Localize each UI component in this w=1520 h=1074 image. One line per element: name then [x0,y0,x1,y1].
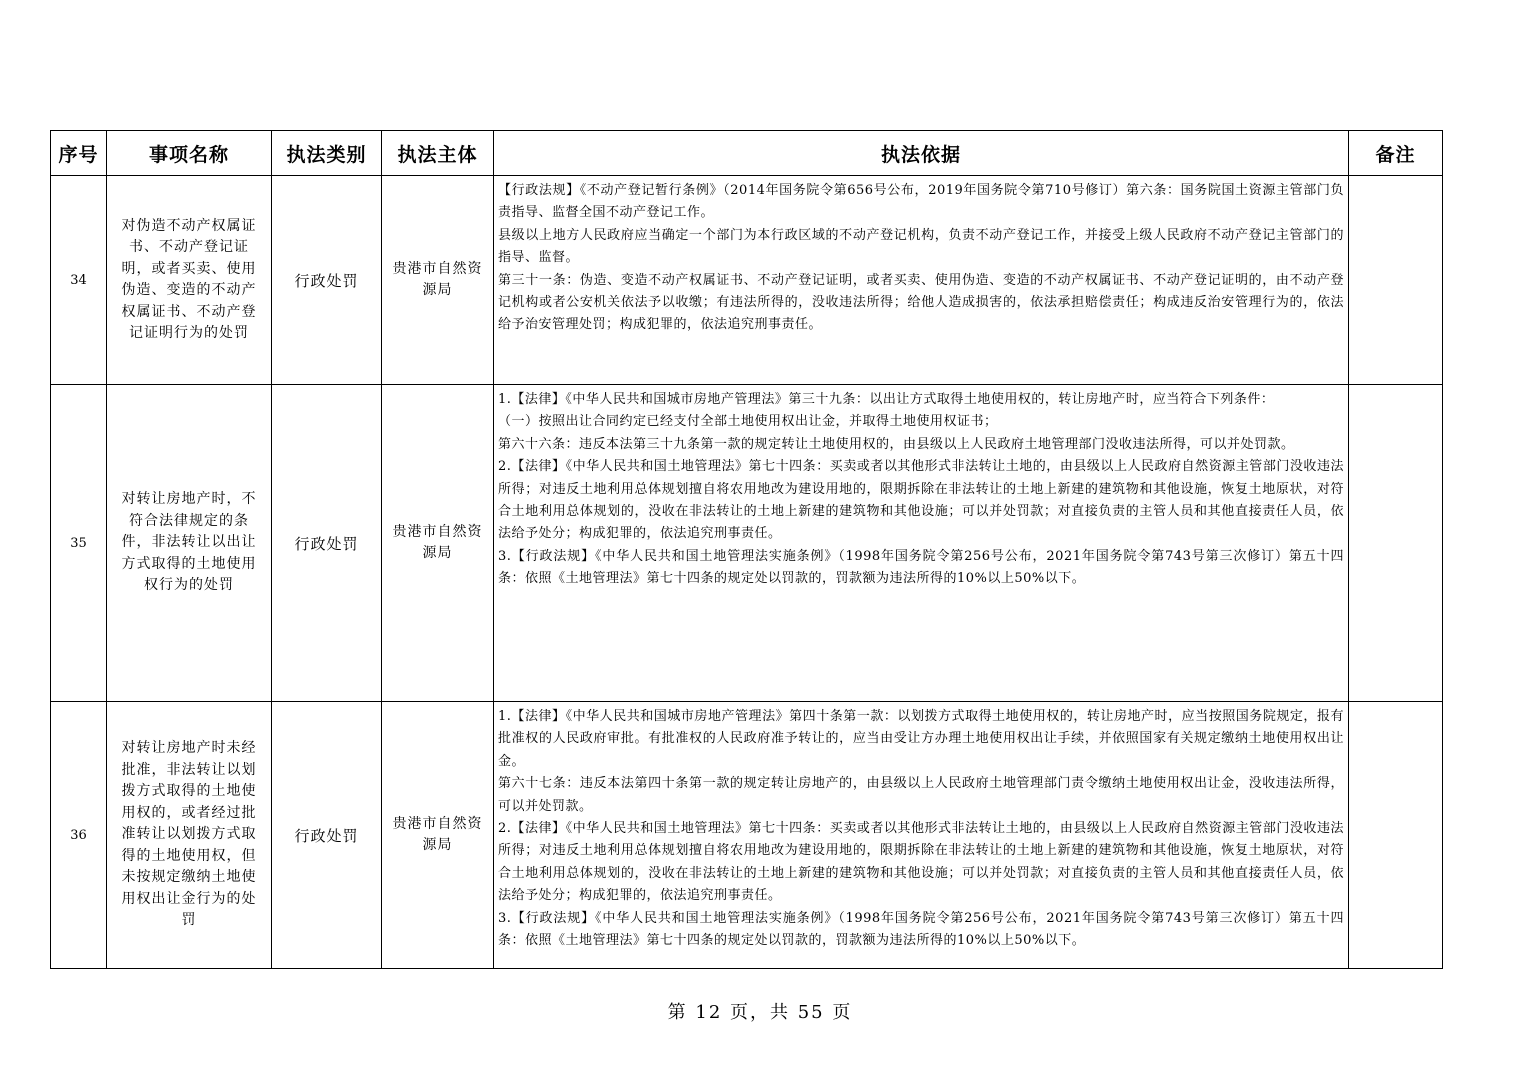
basis-paragraph: 1.【法律】《中华人民共和国城市房地产管理法》第三十九条：以出让方式取得土地使用权的，转让房地产时，应当符合下列条件： [498,392,1275,407]
row-basis [494,702,1349,969]
header-category: 执法类别 [272,131,382,176]
row-item-name: 对伪造不动产权属证书、不动产登记证明，或者买卖、使用伪造、变造的不动产权属证书、不动产登记证明行为的处罚 [107,176,272,385]
basis-paragraph: 2.【法律】《中华人民共和国土地管理法》第七十四条：买卖或者以其他形式非法转让土地的，由县级以上人民政府自然资源主管部门没收违法所得；对违反土地利用总体规划擅自将农用地改为建设用地的，限期拆除在非法转让的土地上新建的建筑物和其他设施，恢复土地原状，对符合土地利用总体规划的，没收在非法转让的土地上新建的建筑物和其他设施；可以并处罚款；对直接负责的主管人员和其他直接责任人员，依法给予处分；构成犯罪的，依法追究刑事责任。 [498,821,1344,904]
basis-paragraph: 【行政法规】《不动产登记暂行条例》（2014年国务院令第656号公布，2019年国务院令第710号修订）第六条：国务院国土资源主管部门负责指导、监督全国不动产登记工作。 [498,183,1344,221]
basis-paragraph: 第三十一条：伪造、变造不动产权属证书、不动产登记证明，或者买卖、使用伪造、变造的不动产权属证书、不动产登记证明的，由不动产登记机构或者公安机关依法予以收缴；有违法所得的，没收违法所得；给他人造成损害的，依法承担赔偿责任；构成违反治安管理行为的，依法给予治安管理处罚；构成犯罪的，依法追究刑事责任。 [498,272,1344,333]
row-authority: 贵港市自然资源局 [382,702,494,969]
basis-paragraph: 2.【法律】《中华人民共和国土地管理法》第七十四条：买卖或者以其他形式非法转让土地的，由县级以上人民政府自然资源主管部门没收违法所得；对违反土地利用总体规划擅自将农用地改为建设用地的，限期拆除在非法转让的土地上新建的建筑物和其他设施，恢复土地原状，对符合土地利用总体规划的，没收在非法转让的土地上新建的建筑物和其他设施；可以并处罚款；对直接负责的主管人员和其他直接责任人员，依法给予处分；构成犯罪的，依法追究刑事责任。 [498,459,1344,542]
basis-paragraph: （一）按照出让合同约定已经支付全部土地使用权出让金，并取得土地使用权证书； [498,414,998,430]
row-note [1349,385,1443,702]
row-serial: 36 [51,702,107,969]
row-basis [494,176,1349,385]
basis-paragraph: 第六十六条：违反本法第三十九条第一款的规定转让土地使用权的，由县级以上人民政府土地管理部门没收违法所得，可以并处罚款。 [498,436,1295,452]
enforcement-table-container [50,130,1442,969]
row-item-name: 对转让房地产时，不符合法律规定的条件，非法转让以出让方式取得的土地使用权行为的处罚 [107,385,272,702]
row-note [1349,702,1443,969]
table-row [51,702,1443,969]
table-row [51,385,1443,702]
basis-paragraph: 3.【行政法规】《中华人民共和国土地管理法实施条例》（1998年国务院令第256号公布，2021年国务院令第743号第三次修订）第五十四条：依照《土地管理法》第七十四条的规定处以罚款的，罚款额为违法所得的10%以上50%以下。 [498,910,1344,949]
row-serial: 35 [51,385,107,702]
basis-paragraph: 县级以上地方人民政府应当确定一个部门为本行政区域的不动产登记机构，负责不动产登记工作，并接受上级人民政府不动产登记主管部门的指导、监督。 [498,227,1344,266]
table-header-row [51,131,1443,176]
row-authority: 贵港市自然资源局 [382,385,494,702]
row-serial: 34 [51,176,107,385]
row-category: 行政处罚 [272,702,382,969]
table-row [51,176,1443,385]
basis-paragraph: 第六十七条：违反本法第四十条第一款的规定转让房地产的，由县级以上人民政府土地管理部门责令缴纳土地使用权出让金，没收违法所得，可以并处罚款。 [498,776,1344,814]
header-item-name: 事项名称 [107,131,272,176]
header-note: 备注 [1349,131,1443,176]
row-category: 行政处罚 [272,176,382,385]
page-number: 第 12 页，共 55 页 [667,1002,853,1023]
enforcement-items-table [50,130,1443,969]
basis-paragraph: 3.【行政法规】《中华人民共和国土地管理法实施条例》（1998年国务院令第256号公布，2021年国务院令第743号第三次修订）第五十四条：依照《土地管理法》第七十四条的规定处以罚款的，罚款额为违法所得的10%以上50%以下。 [498,548,1344,587]
basis-paragraph: 1.【法律】《中华人民共和国城市房地产管理法》第四十条第一款：以划拨方式取得土地使用权的，转让房地产时，应当按照国务院规定，报有批准权的人民政府审批。有批准权的人民政府准予转让的，应当由受让方办理土地使用权出让手续，并依照国家有关规定缴纳土地使用权出让金。 [498,709,1344,769]
row-authority: 贵港市自然资源局 [382,176,494,385]
row-category: 行政处罚 [272,385,382,702]
row-item-name: 对转让房地产时未经批准，非法转让以划拨方式取得的土地使用权的，或者经过批准转让以划拨方式取得的土地使用权，但未按规定缴纳土地使用权出让金行为的处罚 [107,702,272,969]
row-basis [494,385,1349,702]
header-serial: 序号 [51,131,107,176]
row-note [1349,176,1443,385]
header-authority: 执法主体 [382,131,494,176]
header-basis: 执法依据 [494,131,1349,176]
